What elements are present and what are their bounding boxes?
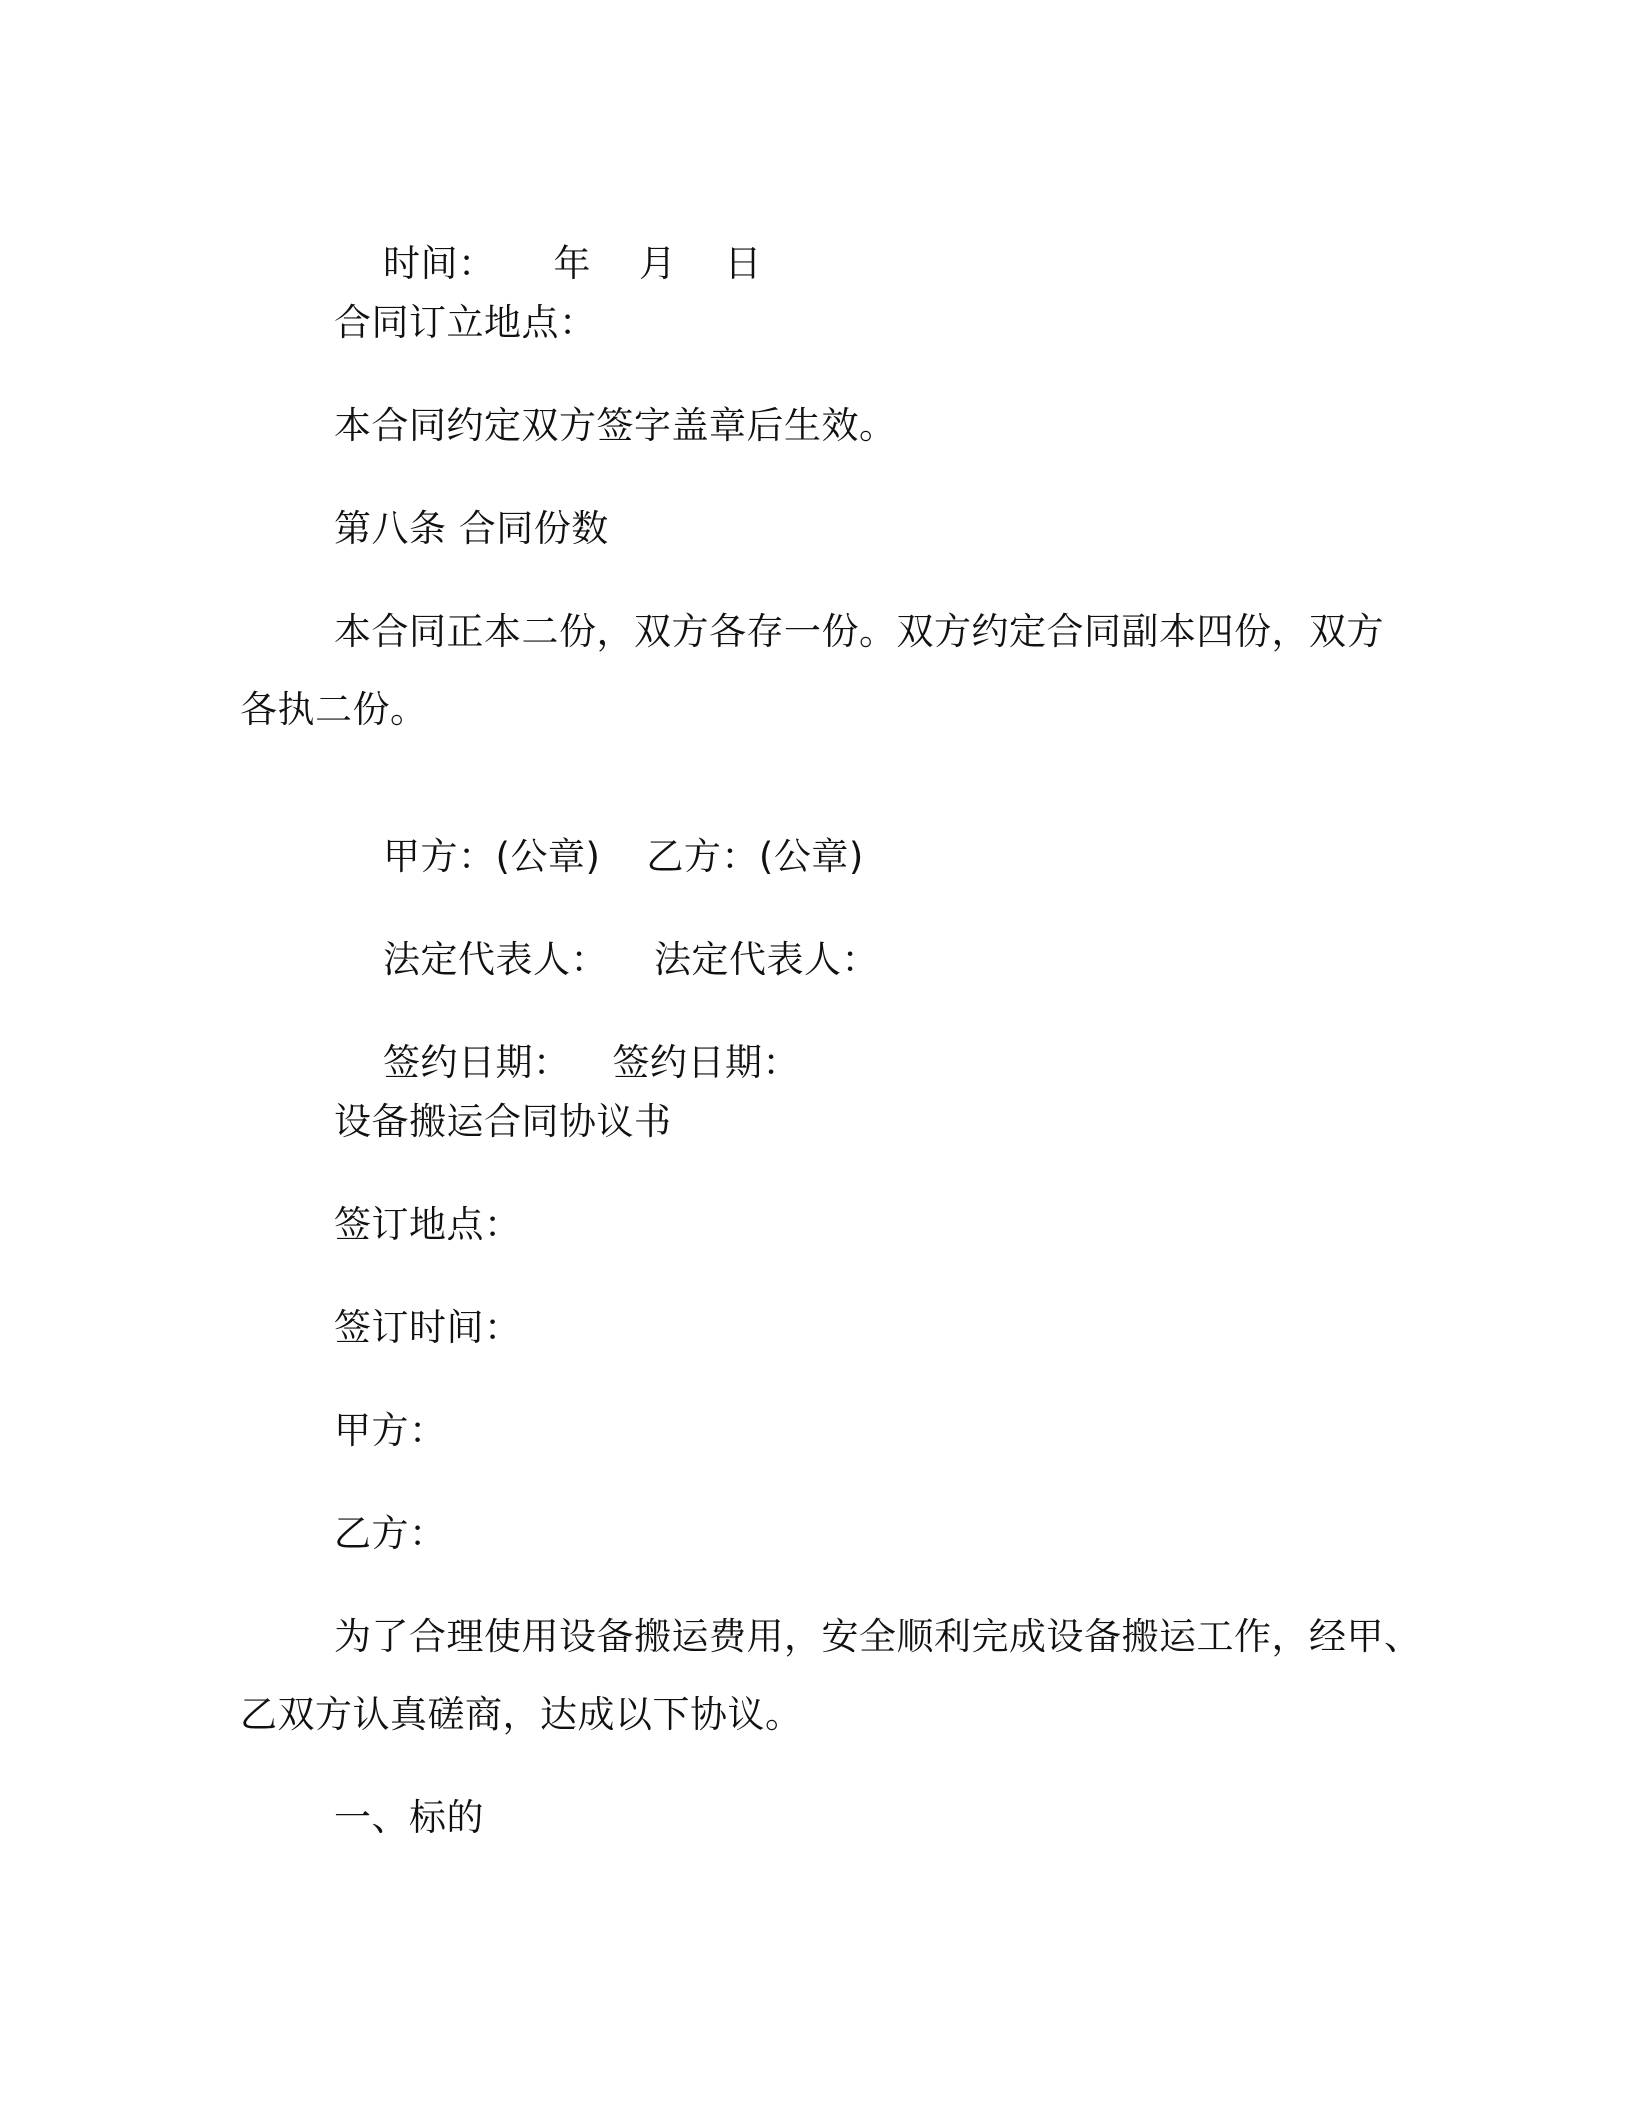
party-b-legal-rep: 法定代表人： (654, 938, 880, 981)
party-a-sign-date: 签约日期： (383, 1041, 571, 1084)
effect-clause: 本合同约定双方签字盖章后生效。 (334, 404, 897, 447)
year-label: 年 (553, 242, 592, 285)
contract-place-line: 合同订立地点： (334, 301, 597, 344)
article-8-body-line2: 各执二份。 (240, 688, 428, 731)
party-b-sign-date: 签约日期： (612, 1041, 801, 1084)
party-a-line: 甲方： (334, 1409, 447, 1452)
month-label: 月 (639, 242, 677, 285)
sign-place-line: 签订地点： (334, 1203, 522, 1246)
purpose-line1: 为了合理使用设备搬运费用，安全顺利完成设备搬运工作，经甲、 (334, 1615, 1422, 1658)
day-label: 日 (724, 242, 763, 285)
time-label: 时间： (383, 242, 496, 285)
purpose-line2: 乙双方认真磋商，达成以下协议。 (240, 1693, 803, 1736)
party-b-seal: 乙方：(公章) (646, 835, 864, 878)
second-contract-title: 设备搬运合同协议书 (334, 1100, 672, 1143)
article-8-body-line1: 本合同正本二份，双方各存一份。双方约定合同副本四份，双方 (334, 610, 1384, 653)
sign-time-line: 签订时间： (334, 1306, 522, 1349)
party-a-legal-rep: 法定代表人： (383, 938, 609, 981)
party-b-line: 乙方： (334, 1512, 447, 1555)
article-8-title: 第八条 合同份数 (334, 507, 609, 550)
party-a-seal: 甲方：(公章) (383, 835, 601, 878)
section-1-heading: 一、标的 (334, 1796, 484, 1839)
